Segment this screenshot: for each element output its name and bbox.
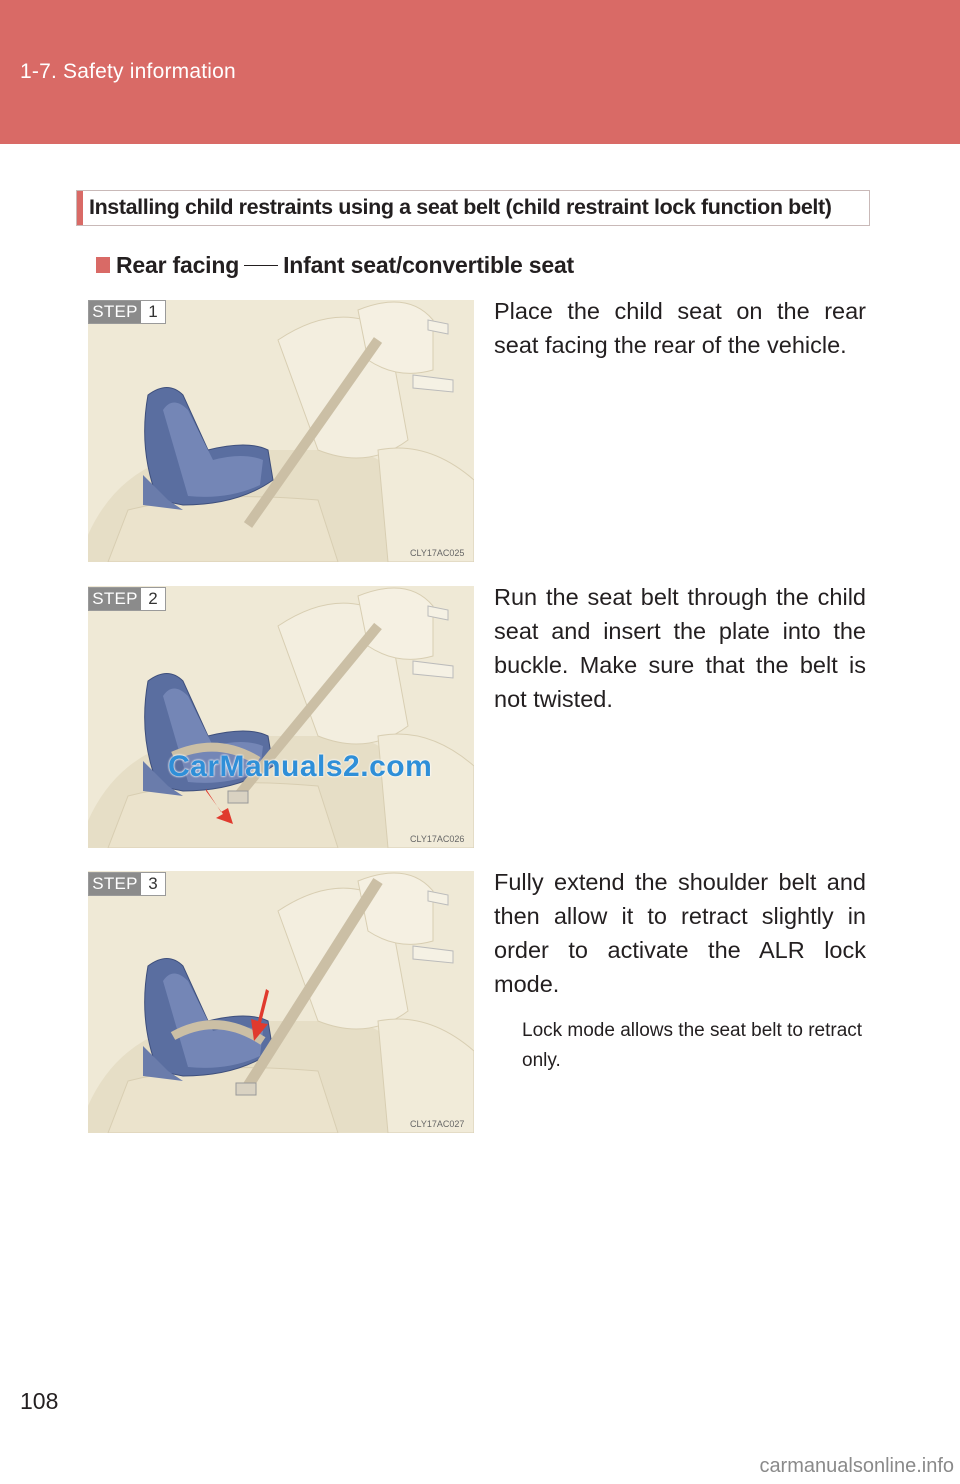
step-label: STEP [89, 588, 141, 610]
step-1-text: Place the child seat on the rear seat facing the rear of the vehicle. [494, 298, 866, 358]
image-code: CLY17AC027 [410, 1119, 465, 1129]
step-number: 1 [148, 302, 158, 321]
em-dash-rule [244, 265, 278, 266]
header-band [0, 0, 960, 144]
step-2-text: Run the seat belt through the child seat and insert the plate into the buckle. Make sure that the belt is not twisted. [494, 584, 866, 712]
page-number: 108 [20, 1388, 59, 1414]
step-3-badge [88, 872, 166, 896]
child-seat-illustration-3 [88, 871, 474, 1133]
step-1-badge [88, 300, 166, 324]
step-number: 3 [148, 874, 158, 893]
section-title: Installing child restraints using a seat belt (child restraint lock function belt) [89, 195, 832, 219]
image-code: CLY17AC026 [410, 834, 465, 844]
step-3-illustration [88, 871, 474, 1133]
section-accent-bar [77, 191, 83, 225]
child-seat-illustration-1 [88, 300, 474, 562]
step-2-badge [88, 587, 166, 611]
watermark-text: CarManuals2.com [168, 750, 433, 783]
subsection-heading [96, 252, 574, 279]
image-code: CLY17AC025 [410, 548, 465, 558]
step-1-illustration [88, 300, 474, 562]
section-breadcrumb: 1-7. Safety information [20, 60, 236, 83]
step-3-text: Fully extend the shoulder belt and then allow it to retract slightly in order to activate the ALR lock mode. [494, 869, 866, 997]
child-seat-illustration-2 [88, 586, 474, 848]
footer-url: carmanualsonline.info [759, 1455, 954, 1477]
step-label: STEP [89, 301, 141, 323]
subsection-title-a: Rear facing [116, 252, 240, 278]
step-2-illustration [88, 586, 474, 848]
step-label: STEP [89, 873, 141, 895]
subsection-title-b: Infant seat/convertible seat [283, 252, 575, 278]
section-heading-box [76, 190, 870, 226]
step-number: 2 [148, 589, 158, 608]
square-bullet-icon [96, 257, 110, 273]
step-3-note: Lock mode allows the seat belt to retract only. [522, 1020, 863, 1071]
